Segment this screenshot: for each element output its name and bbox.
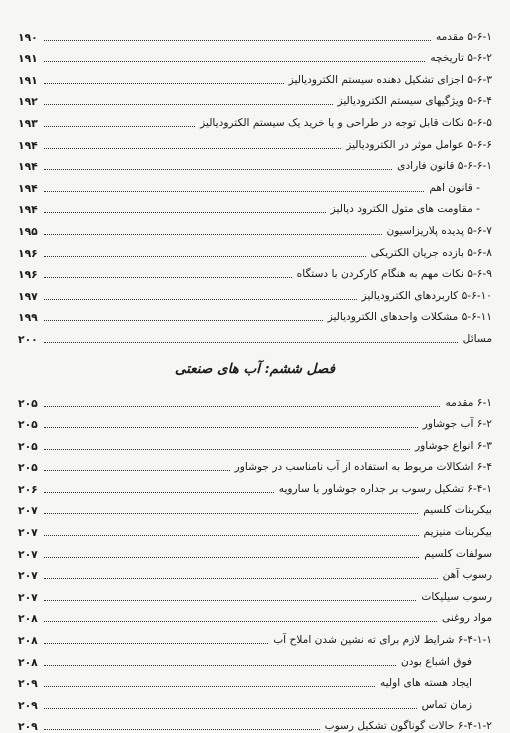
toc-entry <box>18 561 492 583</box>
toc-entry-page: ۱۹۱ <box>18 73 38 87</box>
dot-leader <box>44 299 357 300</box>
dot-leader <box>44 61 425 62</box>
toc-section-industrial-water <box>18 388 492 733</box>
toc-entry <box>18 388 492 410</box>
dot-leader <box>44 557 419 558</box>
dot-leader <box>44 320 323 321</box>
toc-entry-title: زمان تماس <box>421 698 472 711</box>
toc-entry-title: بیکربنات منیزیم <box>423 526 492 539</box>
dot-leader <box>44 277 292 278</box>
toc-entry-page: ۲۰۷ <box>18 590 38 604</box>
toc-entry-title: بیکربنات کلسیم <box>423 504 492 517</box>
toc-entry-title: ۵-۶-۵ نکات قابل توجه در طراحی و یا خرید یک سیستم الکترودیالیز <box>200 116 492 129</box>
toc-entry-title: ۶-۱ مقدمه <box>445 396 492 409</box>
toc-entry-page: ۲۰۷ <box>18 526 38 540</box>
toc-entry <box>18 625 492 647</box>
toc-entry <box>18 539 492 561</box>
toc-entry-page: ۲۰۵ <box>18 418 38 432</box>
toc-entry-page: ۲۰۶ <box>18 482 38 496</box>
toc-entry <box>18 303 492 325</box>
toc-entry-title: - قانون اهم <box>429 181 480 194</box>
toc-entry-page: ۱۹۷ <box>18 289 38 303</box>
toc-entry <box>18 173 492 195</box>
dot-leader <box>44 148 341 149</box>
toc-entry-title: ۶-۳ انواع جوشاور <box>415 439 492 452</box>
toc-entry <box>18 152 492 174</box>
toc-entry-title: فوق اشباع بودن <box>401 655 472 668</box>
dot-leader <box>44 513 418 514</box>
toc-entry <box>18 431 492 453</box>
toc-entry <box>18 44 492 66</box>
toc-entry-title: ۵-۶-۳ اجزای تشکیل دهنده سیستم الکترودیالیز <box>288 73 492 86</box>
dot-leader <box>44 191 424 192</box>
toc-entry <box>18 238 492 260</box>
toc-entry-title: ۶-۴-۱-۱ شرایط لازم برای ته نشین شدن املاح آب <box>273 634 492 647</box>
dot-leader <box>44 729 320 730</box>
dot-leader <box>44 256 366 257</box>
toc-entry-page: ۲۰۷ <box>18 504 38 518</box>
toc-entry-title: ۵-۶-۱۰ کاربردهای الکترودیالیز <box>361 289 492 302</box>
toc-entry <box>18 647 492 669</box>
toc-entry-title: رسوب سیلیکات <box>421 590 492 603</box>
dot-leader <box>44 643 268 644</box>
toc-entry-title: رسوب آهن <box>442 569 492 582</box>
toc-entry-title: ۶-۴ اشکالات مربوط به استفاده از آب نامناسب در جوشاور <box>234 461 492 474</box>
toc-entry <box>18 604 492 626</box>
dot-leader <box>44 449 410 450</box>
toc-entry-title: ۵-۶-۷ پدیده پلاریزاسیون <box>386 224 492 237</box>
toc-entry-page: ۲۰۸ <box>18 634 38 648</box>
toc-entry-page: ۲۰۵ <box>18 461 38 475</box>
toc-entry <box>18 496 492 518</box>
toc-entry-title: ایجاد هسته های اولیه <box>380 677 472 690</box>
toc-entry-page: ۲۰۷ <box>18 547 38 561</box>
toc-entry <box>18 195 492 217</box>
toc-entry-page: ۲۰۹ <box>18 677 38 691</box>
dot-leader <box>44 665 396 666</box>
toc-entry-page: ۱۹۴ <box>18 138 38 152</box>
dot-leader <box>44 470 230 471</box>
toc-entry-title: ۵-۶-۶-۱ قانون فارادی <box>397 160 492 173</box>
toc-entry-title: ۵-۶-۹ نکات مهم به هنگام کارکردن با دستگاه <box>296 268 492 281</box>
dot-leader <box>44 708 417 709</box>
toc-entry <box>18 712 492 733</box>
dot-leader <box>44 406 440 407</box>
toc-entry <box>18 474 492 496</box>
dot-leader <box>44 40 431 41</box>
toc-entry-page: ۲۰۹ <box>18 698 38 712</box>
dot-leader <box>44 104 333 105</box>
dot-leader <box>44 578 438 579</box>
toc-entry-title: - مقاومت های متول الکترود دیالیز <box>330 203 480 216</box>
toc-entry-page: ۱۹۴ <box>18 160 38 174</box>
toc-entry <box>18 108 492 130</box>
dot-leader <box>44 427 418 428</box>
toc-entry-page: ۲۰۸ <box>18 612 38 626</box>
dot-leader <box>44 621 437 622</box>
toc-entry-title: ۵-۶-۸ بازده جریان الکتریکی <box>370 246 492 259</box>
toc-entry <box>18 22 492 44</box>
toc-entry <box>18 517 492 539</box>
toc-entry-title: مواد روغنی <box>442 612 492 625</box>
toc-entry <box>18 65 492 87</box>
toc-entry-page: ۱۹۲ <box>18 95 38 109</box>
dot-leader <box>44 600 416 601</box>
table-of-contents <box>18 22 492 733</box>
toc-entry-page: ۱۹۳ <box>18 116 38 130</box>
toc-entry <box>18 669 492 691</box>
dot-leader <box>44 234 382 235</box>
toc-entry-title: ۶-۲ آب جوشاور <box>422 418 492 431</box>
toc-entry <box>18 260 492 282</box>
toc-section-electrodialysis <box>18 22 492 346</box>
toc-entry-title: ۶-۴-۱ تشکیل رسوب بر جداره جوشاور یا سارویه <box>278 482 492 495</box>
toc-entry-page: ۱۹۶ <box>18 246 38 260</box>
dot-leader <box>44 686 375 687</box>
dot-leader <box>44 342 458 343</box>
toc-entry-page: ۱۹۴ <box>18 203 38 217</box>
toc-entry-page: ۲۰۹ <box>18 720 38 733</box>
toc-entry-page: ۱۹۱ <box>18 52 38 66</box>
toc-entry-page: ۲۰۵ <box>18 439 38 453</box>
toc-entry-page: ۱۹۴ <box>18 181 38 195</box>
toc-entry <box>18 130 492 152</box>
dot-leader <box>44 535 419 536</box>
toc-entry-page: ۲۰۵ <box>18 396 38 410</box>
dot-leader <box>44 212 326 213</box>
chapter-heading: فصل ششم: آب های صنعتی <box>174 360 336 377</box>
toc-entry <box>18 324 492 346</box>
toc-entry <box>18 582 492 604</box>
toc-entry-page: ۲۰۰ <box>18 332 38 346</box>
dot-leader <box>44 169 392 170</box>
toc-entry <box>18 410 492 432</box>
toc-entry <box>18 453 492 475</box>
toc-entry-title: ۵-۶-۱۱ مشکلات واحدهای الکترودیالیز <box>327 311 492 324</box>
toc-entry-page: ۲۰۸ <box>18 655 38 669</box>
toc-entry-title: ۵-۶-۱ مقدمه <box>435 30 492 43</box>
toc-entry-title: مسائل <box>462 332 492 345</box>
toc-entry-title: ۵-۶-۲ تاریخچه <box>430 52 492 65</box>
dot-leader <box>44 492 274 493</box>
toc-entry-page: ۱۹۵ <box>18 224 38 238</box>
toc-entry <box>18 690 492 712</box>
toc-entry <box>18 87 492 109</box>
toc-entry <box>18 216 492 238</box>
dot-leader <box>44 126 195 127</box>
toc-entry-title: ۵-۶-۶ عوامل موثر در الکترودیالیز <box>346 138 492 151</box>
toc-entry-page: ۱۹۰ <box>18 30 38 44</box>
toc-entry-page: ۲۰۷ <box>18 569 38 583</box>
dot-leader <box>44 83 284 84</box>
toc-entry-title: سولفات کلسیم <box>424 547 492 560</box>
toc-entry-title: ۵-۶-۴ ویژگیهای سیستم الکترودیالیز <box>337 95 492 108</box>
toc-entry-page: ۱۹۶ <box>18 268 38 282</box>
toc-entry-title: ۶-۴-۱-۲ حالات گوناگون تشکیل رسوب <box>324 720 492 733</box>
toc-entry <box>18 281 492 303</box>
toc-entry-page: ۱۹۹ <box>18 311 38 325</box>
